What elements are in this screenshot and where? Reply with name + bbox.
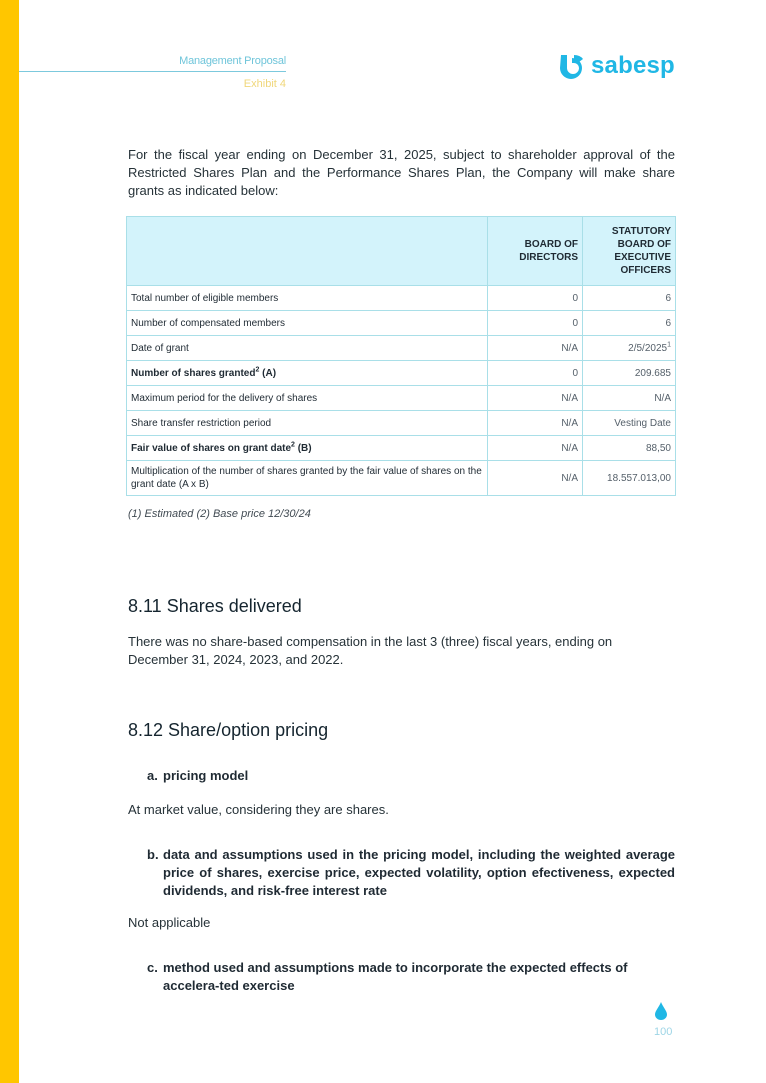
table-row <box>127 436 676 461</box>
page-number: 100 <box>654 1026 673 1038</box>
table-row <box>127 461 676 496</box>
statutory-board-value: 6 <box>583 286 676 311</box>
table-header-row <box>127 217 676 286</box>
subitem-b <box>147 846 675 900</box>
subitem-c <box>147 959 675 995</box>
table-row <box>127 336 676 361</box>
subitem-marker: c. <box>147 960 158 975</box>
board-of-directors-value: 0 <box>488 311 583 336</box>
subitem-a-answer: At market value, considering they are shares. <box>128 802 389 817</box>
header-cell-label <box>127 217 488 286</box>
header-title: Management Proposal <box>179 55 286 67</box>
header-subtitle: Exhibit 4 <box>243 78 286 90</box>
board-of-directors-value: N/A <box>488 336 583 361</box>
side-accent-bar <box>0 0 19 1083</box>
section-8-11-body: There was no share-based compensation in the last 3 (three) fiscal years, ending on December 31, 2024, 2023, and 2022. <box>128 634 613 667</box>
subitem-marker: b. <box>147 847 159 862</box>
footnote-ref: 2 <box>291 441 295 449</box>
table-row <box>127 411 676 436</box>
statutory-board-value: 209.685 <box>583 361 676 386</box>
statutory-board-value: 88,50 <box>583 436 676 461</box>
header-cell-statutory-board: STATUTORY BOARD OF EXECUTIVE OFFICERS <box>583 217 676 286</box>
row-label: Fair value of shares on grant date$^2$ (B) <box>127 436 488 461</box>
section-heading-8-12: 8.12 Share/option pricing <box>128 720 329 740</box>
board-of-directors-value: 0 <box>488 286 583 311</box>
table-row <box>127 286 676 311</box>
table-row <box>127 386 676 411</box>
statutory-board-value: 18.557.013,00 <box>583 461 676 496</box>
table-footnote: (1) Estimated (2) Base price 12/30/24 <box>128 508 311 520</box>
subitem-b-answer: Not applicable <box>128 915 211 930</box>
header-divider <box>19 71 286 72</box>
row-label: Number of compensated members <box>127 311 488 336</box>
sabesp-logo <box>559 51 675 81</box>
statutory-board-value: 2/5/2025$^1$ <box>583 336 676 361</box>
subitem-text: pricing model <box>163 768 249 783</box>
board-of-directors-value: N/A <box>488 411 583 436</box>
sabesp-logo-icon <box>559 52 587 80</box>
statutory-board-value: N/A <box>583 386 676 411</box>
row-label: Date of grant <box>127 336 488 361</box>
row-label: Number of shares granted$^2$ (A) <box>127 361 488 386</box>
statutory-board-value: 6 <box>583 311 676 336</box>
water-drop-icon <box>655 1002 667 1020</box>
table-row <box>127 361 676 386</box>
row-label: Multiplication of the number of shares granted by the fair value of shares on the grant date (A x B) <box>127 461 488 496</box>
row-label: Total number of eligible members <box>127 286 488 311</box>
subitem-a <box>147 767 675 785</box>
table-row <box>127 311 676 336</box>
board-of-directors-value: 0 <box>488 361 583 386</box>
subitem-text: data and assumptions used in the pricing model, including the weighted average price of shares, exercise price, expected volatility, option efectiveness, expected dividends, and risk-free interest rate <box>163 847 675 898</box>
subitem-marker: a. <box>147 768 158 783</box>
row-label: Share transfer restriction period <box>127 411 488 436</box>
statutory-board-value: Vesting Date <box>583 411 676 436</box>
header-cell-board-of-directors: BOARD OF DIRECTORS <box>488 217 583 286</box>
row-label: Maximum period for the delivery of shares <box>127 386 488 411</box>
board-of-directors-value: N/A <box>488 436 583 461</box>
section-heading-8-11: 8.11 Shares delivered <box>128 596 302 616</box>
footnote-ref: 1 <box>667 341 671 349</box>
board-of-directors-value: N/A <box>488 461 583 496</box>
share-grants-table <box>126 216 676 496</box>
intro-paragraph: For the fiscal year ending on December 31, 2025, subject to shareholder approval of the Restricted Shares Plan and the Performance Shares Plan, the Company will make share grants as indicated below: <box>128 147 675 198</box>
subitem-text: method used and assumptions made to incorporate the expected effects of accelera-ted exercise <box>163 960 628 993</box>
board-of-directors-value: N/A <box>488 386 583 411</box>
logo-text: sabesp <box>591 52 675 79</box>
footnote-ref: 2 <box>255 366 260 374</box>
